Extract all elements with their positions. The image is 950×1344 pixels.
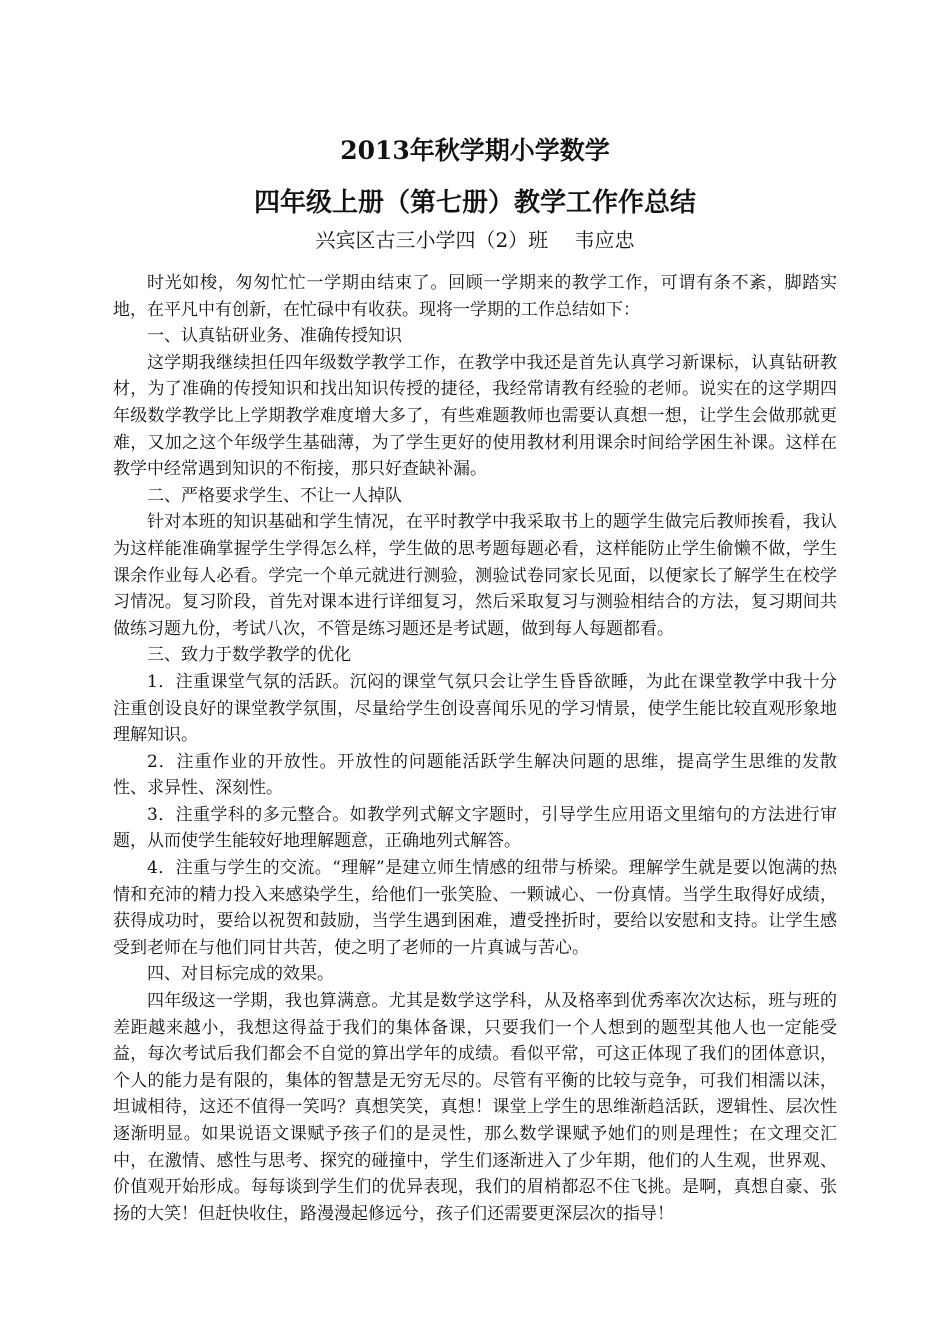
section-heading-1: 一、认真钻研业务、准确传授知识: [147, 326, 402, 347]
document-title-line-2: 四年级上册（第七册）教学工作作总结: [253, 188, 696, 218]
document-title-line-1: 2013年秋学期小学数学: [340, 136, 610, 165]
document-author: 兴宾区古三小学四（2）班 韦应忠: [315, 228, 635, 252]
intro-paragraph: 时光如梭，匆匆忙忙一学期由结束了。回顾一学期来的教学工作，可谓有条不紊，脚踏实地，在平凡中有创新，在忙碌中有收获。现将一学期的工作总结如下：: [113, 273, 837, 320]
section-3-item-2: 2．注重作业的开放性。开放性的问题能活跃学生解决问题的思维，提高学生思维的发散性、求异性、深刻性。: [113, 751, 837, 799]
section-heading-2: 二、严格要求学生、不让一人掉队: [147, 485, 402, 506]
section-3-item-3: 3．注重学科的多元整合。如教学列式解文字题时，引导学生应用语文里缩句的方法进行审题，从而使学生能较好地理解题意，正确地列式解答。: [113, 804, 837, 852]
section-heading-3: 三、致力于数学教学的优化: [147, 645, 351, 666]
section-1-paragraph: 这学期我继续担任四年级数学教学工作，在教学中我还是首先认真学习新课标，认真钻研教材，为了准确的传授知识和找出知识传授的捷径，我经常请教有经验的老师。说实在的这学期四年级数学教学比上学期教学难度增大多了，有些难题教师也需要认真想一想，让学生会做那就更难，又加之这个年级学生基础薄，为了学生更好的使用教材利用课余时间给学困生补课。这样在教学中经常遇到知识的不衔接，那只好查缺补漏。: [113, 352, 837, 480]
section-3-item-1: 1．注重课堂气氛的活跃。沉闷的课堂气氛只会让学生昏昏欲睡，为此在课堂教学中我十分注重创设良好的课堂教学氛围，尽量给学生创设喜闻乐见的学习情景，使学生能比较直观形象地理解知识。: [113, 671, 837, 746]
document-body: [113, 270, 837, 1227]
section-4-paragraph: 四年级这一学期，我也算满意。尤其是数学这学科，从及格率到优秀率次次达标，班与班的差距越来越小，我想这得益于我们的集体备课，只要我们一个人想到的题型其他人也一定能受益，每次考试后我们都会不自觉的算出学年的成绩。看似平常，可这正体现了我们的团体意识，个人的能力是有限的，集体的智慧是无穷无尽的。尽管有平衡的比较与竞争，可我们相濡以沫，坦诚相待，这还不值得一笑吗？真想笑笑，真想！课堂上学生的思维渐趋活跃，逻辑性、层次性逐渐明显。如果说语文课赋予孩子们的是灵性，那么数学课赋予她们的则是理性；在文理交汇中，在激情、感性与思考、探究的碰撞中，学生们逐渐进入了少年期，他们的人生观，世界观、价值观开始形成。每每谈到学生们的优异表现，我们的眉梢都忍不住飞挑。是啊，真想自豪、张扬的大笑！但赶快收住，路漫漫起修远兮，孩子们还需要更深层次的指导！: [113, 991, 837, 1224]
section-heading-4: 四、对目标完成的效果。: [147, 964, 334, 985]
section-3-item-4: 4．注重与学生的交流。“理解”是建立师生情感的纽带与桥梁。理解学生就是要以饱满的热情和充沛的精力投入来感染学生，给他们一张笑脸、一颗诚心、一份真情。当学生取得好成绩，获得成功时，要给以祝贺和鼓励，当学生遇到困难，遭受挫折时，要给以安慰和支持。让学生感受到老师在与他们同甘共苦，使之明了老师的一片真诚与苦心。: [113, 858, 837, 958]
section-2-paragraph: 针对本班的知识基础和学生情况，在平时教学中我采取书上的题学生做完后教师挨看，我认为这样能准确掌握学生学得怎么样，学生做的思考题每题必看，这样能防止学生偷懒不做，学生课余作业每人必看。学完一个单元就进行测验，测验试卷同家长见面，以便家长了解学生在校学习情况。复习阶段，首先对课本进行详细复习，然后采取复习与测验相结合的方法，复习期间共做练习题九份，考试八次，不管是练习题还是考试题，做到每人每题都看。: [113, 512, 837, 639]
